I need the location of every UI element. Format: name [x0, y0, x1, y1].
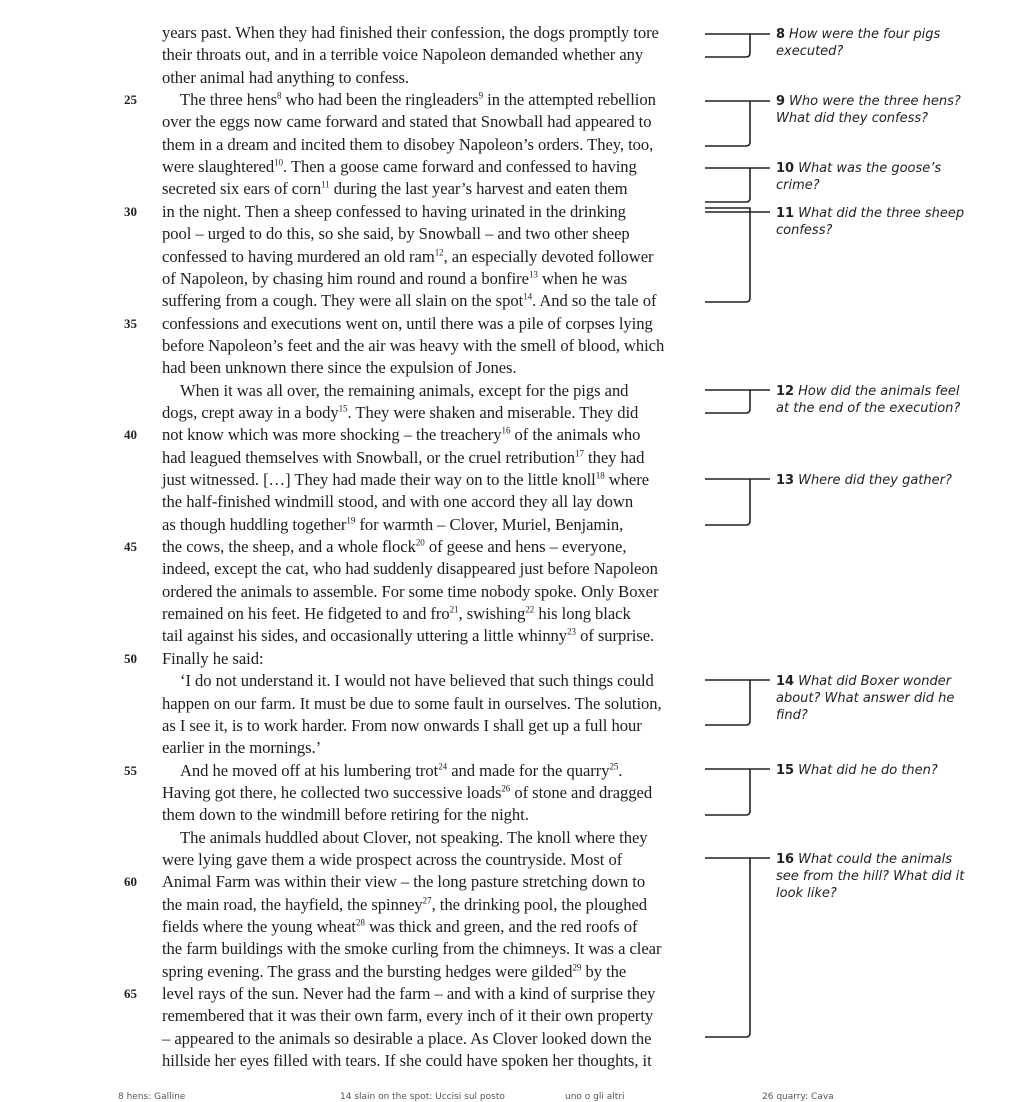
footnote: 14 slain on the spot: Uccisi sul posto [340, 1092, 505, 1102]
question-text: Where did they gather? [798, 473, 952, 488]
line-number: 50 [124, 651, 137, 666]
line-number: 55 [124, 763, 137, 778]
question-number: 11 [776, 206, 795, 221]
passage-line: secreted six ears of corn$^{11}$ during the last year’s harvest and eaten them [162, 179, 628, 198]
passage-line: When it was all over, the remaining animals, except for the pigs and [180, 381, 629, 400]
passage-line: were slaughtered$^{10}$. Then a goose came forward and confessed to having [162, 157, 637, 176]
question-text: How were the four pigs executed? [776, 27, 941, 59]
passage-line: remembered that it was their own farm, every inch of it their own property [162, 1006, 654, 1025]
passage-line: tail against his sides, and occasionally uttering a little whinny$^{23}$ of surprise. [162, 626, 655, 645]
question-number: 12 [776, 384, 795, 399]
footnote: 26 quarry: Cava [762, 1092, 834, 1102]
passage-line: earlier in the mornings.’ [162, 738, 322, 757]
passage-line: Finally he said: [162, 649, 264, 668]
passage-line: ordered the animals to assemble. For some time nobody spoke. Only Boxer [162, 582, 659, 601]
passage-line: remained on his feet. He fidgeted to and fro$^{21}$, swishing$^{22}$ his long black [162, 604, 631, 623]
bracket-12 [705, 390, 770, 413]
question-number: 9 [776, 94, 786, 109]
passage-line: The three hens$^8$ who had been the ringleaders$^9$ in the attempted rebellion [180, 90, 656, 109]
passage-line: them down to the windmill before retiring for the night. [162, 805, 529, 824]
question-number: 15 [776, 763, 795, 778]
passage-line: the cows, the sheep, and a whole flock$^{20}$ of geese and hens – everyone, [162, 537, 627, 556]
passage-line: the half-finished windmill stood, and with one accord they all lay down [162, 492, 634, 511]
question-13 [776, 472, 966, 489]
passage-line: happen on our farm. It must be due to some fault in ourselves. The solution, [162, 694, 662, 713]
question-14 [776, 673, 966, 724]
question-text: What could the animals see from the hill? What did it look like? [776, 852, 965, 901]
passage-line: dogs, crept away in a body$^{15}$. They were shaken and miserable. They did [162, 403, 639, 422]
question-text: What was the goose’s crime? [776, 161, 942, 193]
question-text: What did Boxer wonder about? What answer did he find? [776, 674, 955, 723]
line-number: 40 [124, 427, 137, 442]
passage-line: ‘I do not understand it. I would not have believed that such things could [180, 671, 654, 690]
question-9 [776, 93, 966, 127]
question-15 [776, 762, 966, 779]
passage-line: other animal had anything to confess. [162, 68, 409, 87]
passage-line: And he moved off at his lumbering trot$^{24}$ and made for the quarry$^{25}$. [180, 761, 623, 780]
passage-line: over the eggs now came forward and stated that Snowball had appeared to [162, 112, 652, 131]
passage-line: had been unknown there since the expulsion of Jones. [162, 358, 517, 377]
passage-line: hillside her eyes filled with tears. If she could have spoken her thoughts, it [162, 1051, 652, 1070]
line-number: 25 [124, 92, 137, 107]
passage-line: as though huddling together$^{19}$ for warmth – Clover, Muriel, Benjamin, [162, 515, 624, 534]
line-number: 65 [124, 986, 137, 1001]
passage-line: of Napoleon, by chasing him round and round a bonfire$^{13}$ when he was [162, 269, 628, 288]
passage-line: level rays of the sun. Never had the farm – and with a kind of surprise they [162, 984, 656, 1003]
bracket-10 [705, 168, 770, 202]
bracket-14 [705, 680, 770, 725]
bracket-15 [705, 769, 770, 815]
question-number: 14 [776, 674, 795, 689]
passage-line: years past. When they had finished their confession, the dogs promptly tore [162, 23, 659, 42]
bracket-9 [705, 101, 770, 146]
question-text: What did the three sheep confess? [776, 206, 965, 238]
question-10 [776, 160, 966, 194]
line-number: 45 [124, 539, 137, 554]
passage-line: confessed to having murdered an old ram$^{12}$, an especially devoted follower [162, 247, 654, 266]
passage-line: confessions and executions went on, until there was a pile of corpses lying [162, 314, 653, 333]
line-number: 30 [124, 204, 137, 219]
passage-line: Animal Farm was within their view – the long pasture stretching down to [162, 872, 646, 891]
bracket-16 [705, 858, 770, 1037]
passage-line: as I see it, is to work harder. From now onwards I shall get up a full hour [162, 716, 642, 735]
passage-line: just witnessed. […] They had made their way on to the little knoll$^{18}$ where [162, 470, 650, 489]
footnote: 8 hens: Galline [118, 1092, 186, 1102]
passage-line: – appeared to the animals so desirable a place. As Clover looked down the [162, 1029, 652, 1048]
passage-line: them in a dream and incited them to disobey Napoleon’s orders. They, too, [162, 135, 654, 154]
passage-line: pool – urged to do this, so she said, by Snowball – and two other sheep [162, 224, 630, 243]
passage-line: their throats out, and in a terrible voice Napoleon demanded whether any [162, 45, 644, 64]
passage-line: had leagued themselves with Snowball, or the cruel retribution$^{17}$ they had [162, 448, 645, 467]
passage-line: the farm buildings with the smoke curling from the chimneys. It was a clear [162, 939, 662, 958]
passage-line: suffering from a cough. They were all slain on the spot$^{14}$. And so the tale of [162, 291, 657, 310]
question-text: What did he do then? [798, 763, 938, 778]
line-number: 35 [124, 316, 137, 331]
passage-line: Having got there, he collected two successive loads$^{26}$ of stone and dragged [162, 783, 653, 802]
line-number: 60 [124, 874, 137, 889]
passage-line: the main road, the hayfield, the spinney$^{27}$, the drinking pool, the ploughed [162, 895, 648, 914]
question-text: Who were the three hens? What did they confess? [776, 94, 961, 126]
question-16 [776, 851, 966, 902]
passage-line: were lying gave them a wide prospect across the countryside. Most of [162, 850, 623, 869]
bracket-13 [705, 479, 770, 525]
passage-line: The animals huddled about Clover, not speaking. The knoll where they [180, 828, 648, 847]
passage-line: fields where the young wheat$^{28}$ was thick and green, and the red roofs of [162, 917, 638, 936]
passage-line: before Napoleon’s feet and the air was heavy with the smell of blood, which [162, 336, 665, 355]
question-number: 13 [776, 473, 795, 488]
bracket-11 [705, 208, 770, 302]
passage-line: indeed, except the cat, who had suddenly disappeared just before Napoleon [162, 559, 658, 578]
passage-line: spring evening. The grass and the bursting hedges were gilded$^{29}$ by the [162, 962, 627, 981]
question-8 [776, 26, 966, 60]
passage-line: in the night. Then a sheep confessed to having urinated in the drinking [162, 202, 626, 221]
footnote: uno o gli altri [565, 1092, 625, 1102]
question-text: How did the animals feel at the end of the execution? [776, 384, 961, 416]
question-12 [776, 383, 966, 417]
passage-line: not know which was more shocking – the treachery$^{16}$ of the animals who [162, 425, 641, 444]
bracket-8 [705, 34, 770, 57]
question-number: 16 [776, 852, 795, 867]
question-number: 8 [776, 27, 786, 42]
question-number: 10 [776, 161, 795, 176]
question-11 [776, 205, 966, 239]
